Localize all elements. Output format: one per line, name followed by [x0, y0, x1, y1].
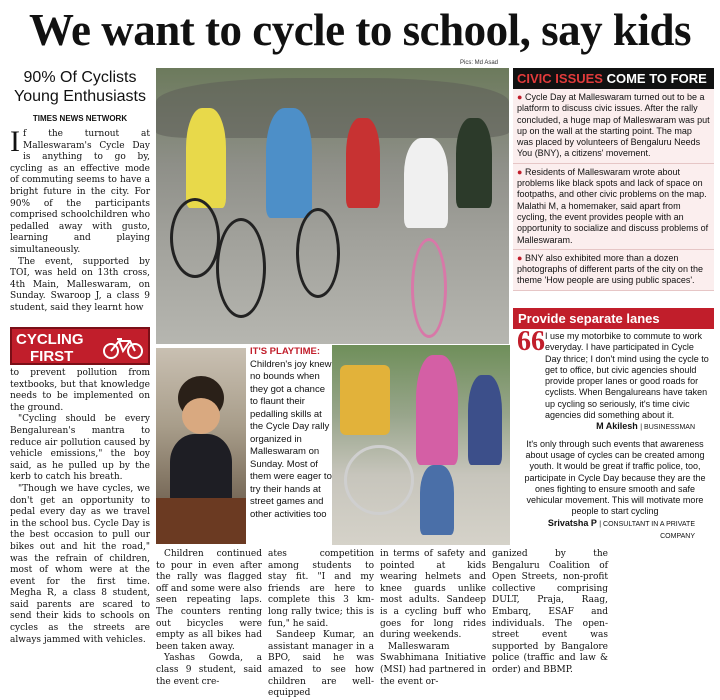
civic-item: ● Cycle Day at Malleswaram turned out to be a platform to discuss civic issues. After the rally concluded, a huge map of Malleswaram was put up on the wall at the starting point. The map was placed by volunteers of Bengaluru Needs You (BNY), a citizens' movement.: [513, 89, 714, 164]
photo-credit: Pics: Md Asad: [459, 60, 498, 66]
playtime-label: IT'S PLAYTIME:: [250, 346, 320, 357]
quotes-box: [513, 328, 714, 544]
headline: We want to cycle to school, say kids: [29, 5, 691, 55]
quote-signature: Srivatsha P | CONSULTANT IN A PRIVATE COMPANY: [547, 517, 695, 541]
article-body-left-continued: [10, 368, 150, 646]
quote: It's only through such events that awareness about usage of cycles can be created among youth. It would be great if traffic police, too, participate in Cycle Day because they are the ones fighting to ensure smooth and safe vehicular movement. This will motivate more people to start cycling Srivatsha P | CONSULTANT IN A PRIVATE COMPANY: [513, 436, 714, 545]
bicycle-icon: [102, 337, 144, 359]
subheadline: 90% Of Cyclists Young Enthusiasts: [14, 69, 146, 105]
street-games-photo: [332, 345, 510, 545]
paragraph: "Though we have cycles, we don't get an opportunity to pedal every day as we travel in the school bus. Cycle Day is the best occasion to pull our bikes out and hit the road," was the refrain of children, most of whom were at the event for the first time. Megha R, a class 8 student, said parents are scared to send their kids to schools on cycles as the streets are always jammed with vehicles.: [10, 483, 150, 645]
civic-item: ● Residents of Malleswaram wrote about problems like black spots and lack of space on footpaths, and other civic problems on the map. Malathi M, a homemaker, said apart from cycling, the event provides people with an opportunity to socialize and discuss problems of Malleswaram.: [513, 164, 714, 250]
banner-line-2: FIRST: [30, 348, 74, 365]
civic-issues-heading: CIVIC ISSUES COME TO FORE: [513, 68, 714, 89]
civic-issues-box: [513, 68, 714, 291]
cycle-rally-photo: [156, 68, 509, 344]
article-body-left: [10, 125, 150, 315]
playtime-caption: [250, 346, 332, 521]
paragraph: "Cycling should be every Bengalurean's mantra to reduce air pollution caused by vehicle emissions," the boy said, as he pulled up by the kerb to catch his breath.: [10, 414, 150, 483]
column: Children continued to pour in even after the rally was flagged off and some were also seen repeating laps. The counters renting out bicycles were empty as all bikes had been taken away. Yashas Gowda, a class 9 student, said the event cre-: [156, 549, 262, 687]
quote: 66 I use my motorbike to commute to work everyday. I have participated in Cycle Day thrice; I don't mind using the cycle to get to office, but civic agencies should provide proper lanes or good roads for cyclists. When Bengalureans have taken up cycling so seriously, it's time civic agencies did something about it. M Akilesh | BUSINESSMAN: [513, 328, 714, 436]
quote-icon: 66: [517, 326, 545, 357]
paragraph: to prevent pollution from textbooks, but that knowledge needs to be implemented on the ground.: [10, 368, 150, 413]
column: ganized by the Bengaluru Coalition of Open Streets, non-profit collective comprising DULT, Praja, Raag, Embarq, ESAF and individuals. The open-street event was supported by Bangalore police (traffic and law & order) and BBMP.: [492, 549, 608, 675]
paragraph: f the turnout at Malleswaram's Cycle Day is anything to go by, cycling as an effective mode of commuting seems to have a bright future in the city. For 90% of the participants comprised schoolchildren who pedalled away with gusto, learning and playing simultaneously.: [10, 129, 150, 255]
civic-item: ● BNY also exhibited more than a dozen photographs of different parts of the city on the theme 'How people are using public spaces'.: [513, 250, 714, 291]
banner-line-1: CYCLING: [16, 331, 84, 348]
separate-lanes-heading: Provide separate lanes: [513, 308, 714, 329]
left-column: [10, 68, 150, 315]
quote-signature: M Akilesh | BUSINESSMAN: [596, 421, 695, 432]
column: in terms of safety and pointed at kids wearing helmets and knee guards unlike most adults. Sandeep is a cycling buff who goes for long rides during weekends. Malleswaram Swabhimana Initiative (MSI) had partnered in the event or-: [380, 549, 486, 687]
paragraph: The event, supported by TOI, was held on 13th cross, 4th Main, Malleswaram, on Sunday. Swaroop J, a class 9 student, said they learnt how: [10, 256, 150, 313]
column: ates competition among students to stay fit. "I and my friends are here to complete this 3 km-long rally twice; this is fun," he said. Sandeep Kumar, an assistant manager in a BPO, said he was amazed to see how children are well-equipped: [268, 549, 374, 699]
child-photo: [156, 348, 246, 544]
article-bottom-columns: [156, 549, 714, 700]
dropcap: I: [10, 125, 20, 158]
byline: TIMES NEWS NETWORK: [32, 114, 128, 123]
cycling-first-banner: [10, 327, 150, 365]
playtime-text: Children's joy knew no bounds when they got a chance to flaunt their pedalling skills at the Cycle Day rally organized in Malleswaram on Sunday. Most of them were eager to try their hands at street games and other activities too: [250, 358, 332, 520]
